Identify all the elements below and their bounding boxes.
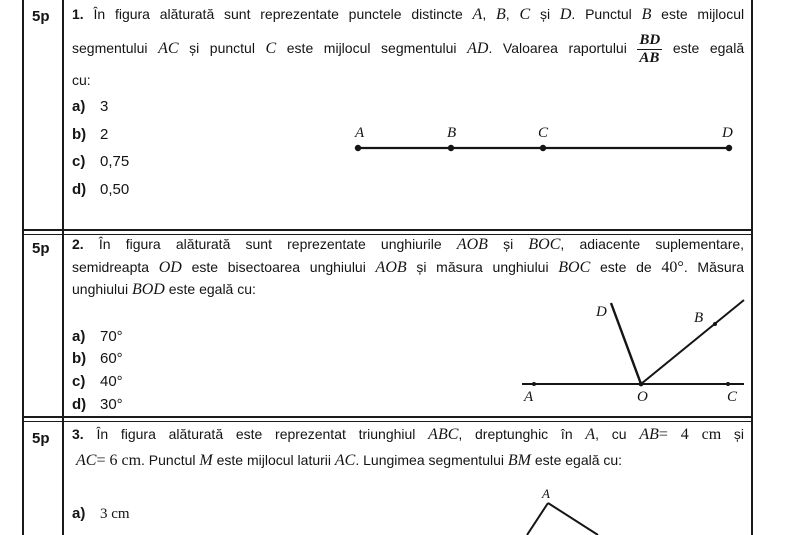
- problem-1-answer-b: b) 2: [72, 126, 109, 143]
- fig1-point-d: [726, 145, 732, 151]
- fig2-label-c: C: [727, 389, 738, 405]
- fig3-side-ab: [527, 503, 548, 535]
- problem-2-answer-d: d) 30°: [72, 396, 123, 413]
- fig2-ray-od: [611, 303, 641, 384]
- fig2-point-b: [713, 322, 717, 326]
- fig1-label-d: D: [722, 125, 733, 141]
- ratio-denominator: AB: [639, 49, 660, 66]
- ratio-numerator: BD: [639, 31, 661, 48]
- fig1-label-c: C: [538, 125, 549, 141]
- fig2-label-o: O: [637, 389, 648, 405]
- problem-2-answer-c: c) 40°: [72, 373, 123, 390]
- fig2-ray-ob: [641, 300, 744, 384]
- problem-2-line-1: 2. În figura alăturată sunt reprezentate unghiurile AOB și BOC, adiacente suplementare,: [72, 236, 745, 253]
- problem-3-line-2: AC= 6 cm. Punctul M este mijlocul laturii AC. Lungimea segmentului BM este egală cu:: [76, 452, 623, 469]
- fig1-label-b: B: [447, 125, 457, 141]
- problem-2-line-2: semidreapta OD este bisectoarea unghiului AOB și măsura unghiului BOC este de 40°. Măsura: [72, 259, 745, 276]
- problem-3-number: 3.: [72, 426, 84, 442]
- problem-1-line-3: cu:: [72, 72, 91, 88]
- fig2-point-o: [639, 382, 644, 387]
- fig1-point-c: [540, 145, 546, 151]
- problem-2-answer-b: b) 60°: [72, 350, 123, 367]
- fig1-label-a: A: [355, 125, 365, 141]
- problem-3-points: 5p: [32, 430, 50, 447]
- problem-3-line-1: 3. În figura alăturată este reprezentat triunghiul ABC, dreptunghic în A, cu AB= 4 cm și: [72, 426, 745, 443]
- problem-1-line-1: 1. În figura alăturată sunt reprezentate punctele distincte A, B, C și D. Punctul B este mijlocul: [72, 6, 745, 23]
- problem-1-answer-d: d) 0,50: [72, 181, 130, 198]
- fig2-label-b: B: [694, 310, 704, 326]
- problem-2-points: 5p: [32, 240, 50, 257]
- fig1-point-b: [448, 145, 454, 151]
- problem-1-points: 5p: [32, 8, 50, 25]
- fig2-point-c: [726, 382, 730, 386]
- problem-2-answer-a: a) 70°: [72, 328, 123, 345]
- fig2-angle-figure: [522, 300, 744, 386]
- problem-1-answer-c: c) 0,75: [72, 153, 130, 170]
- fig3-triangle-figure: [527, 503, 598, 535]
- fig2-label-d: D: [596, 304, 607, 320]
- fig3-label-a: A: [542, 486, 550, 501]
- problem-2-line-3: unghiului BOD este egală cu:: [72, 281, 256, 298]
- fig2-point-a: [532, 382, 536, 386]
- fig1-segment-figure: [355, 145, 732, 151]
- problem-3-answer-a: a) 3 cm: [72, 505, 130, 522]
- fig2-label-a: A: [524, 389, 534, 405]
- fig3-side-ac: [548, 503, 598, 535]
- fig1-point-a: [355, 145, 361, 151]
- problem-2-number: 2.: [72, 236, 84, 252]
- problem-1-answer-a: a) 3: [72, 98, 109, 115]
- problem-1-number: 1.: [72, 6, 84, 22]
- problem-1-line-2: segmentului AC și punctul C este mijlocul segmentului AD. Valoarea raportului $\frac{BD}{AB}$ este egală: [72, 31, 745, 66]
